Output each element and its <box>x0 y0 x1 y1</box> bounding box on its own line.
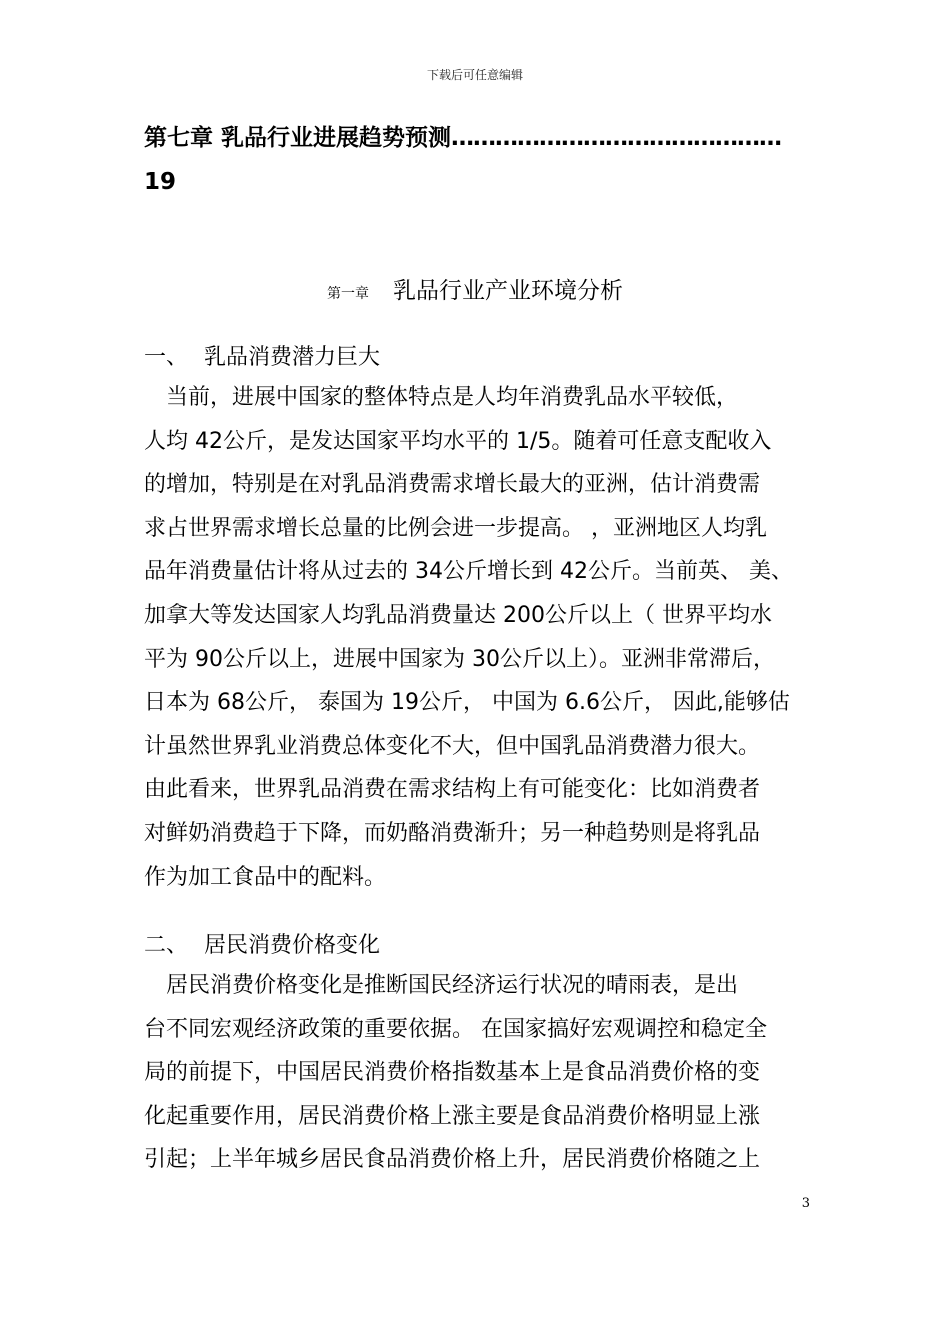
toc-leader-dots: ……………………………………… <box>451 125 782 151</box>
paragraph-line: 的增加，特别是在对乳品消费需求增长最大的亚洲，估计消费需 <box>144 472 761 498</box>
paragraph-line: 求占世界需求增长总量的比例会进一步提高。 ，亚洲地区人均乳 <box>144 515 767 541</box>
chapter-heading <box>0 272 950 305</box>
paragraph-line: 作为加工食品中的配料。 <box>144 864 387 890</box>
section-title: 乳品消费潜力巨大 <box>204 345 381 370</box>
chapter-title: 乳品行业产业环境分析 <box>393 278 623 304</box>
toc-entry <box>144 116 808 204</box>
paragraph-line: 品年消费量估计将从过去的 34公斤增长到 42公斤。当前英、 美、 <box>144 559 793 585</box>
section-heading <box>144 340 380 371</box>
paragraph-line: 化起重要作用，居民消费价格上涨主要是食品消费价格明显上涨 <box>144 1103 761 1129</box>
chapter-label: 第一章 <box>327 286 369 302</box>
section-heading <box>144 928 380 959</box>
paragraph-line: 当前，进展中国家的整体特点是人均年消费乳品水平较低， <box>144 385 739 410</box>
paragraph-line: 居民消费价格变化是推断国民经济运行状况的晴雨表，是出 <box>144 973 739 998</box>
section-paragraph <box>144 376 808 899</box>
paragraph-line: 对鲜奶消费趋于下降，而奶酪消费渐升；另一种趋势则是将乳品 <box>144 820 761 846</box>
section-paragraph <box>144 964 808 1182</box>
section-number: 二、 <box>144 933 189 958</box>
paragraph-line: 人均 42公斤，是发达国家平均水平的 1/5。随着可任意支配收入 <box>144 428 772 454</box>
paragraph-line: 加拿大等发达国家人均乳品消费量达 200公斤以上（ 世界平均水 <box>144 602 772 628</box>
section-number: 一、 <box>144 345 189 370</box>
paragraph-line: 日本为 68公斤， 泰国为 19公斤， 中国为 6.6公斤， 因此,能够估 <box>144 690 790 716</box>
toc-page-number: 19 <box>144 169 177 195</box>
paragraph-line: 由此看来，世界乳品消费在需求结构上有可能变化：比如消费者 <box>144 777 761 803</box>
section-title: 居民消费价格变化 <box>204 933 381 958</box>
page-header-note: 下载后可任意编辑 <box>426 68 523 82</box>
paragraph-line: 引起；上半年城乡居民食品消费价格上升，居民消费价格随之上 <box>144 1147 761 1173</box>
toc-entry-title: 第七章 乳品行业进展趋势预测 <box>144 125 452 151</box>
page-number: 3 <box>801 1196 810 1211</box>
paragraph-line: 台不同宏观经济政策的重要依据。 在国家搞好宏观调控和稳定全 <box>144 1016 767 1042</box>
paragraph-line: 计虽然世界乳业消费总体变化不大，但中国乳品消费潜力很大。 <box>144 733 761 759</box>
paragraph-line: 局的前提下，中国居民消费价格指数基本上是食品消费价格的变 <box>144 1060 761 1086</box>
paragraph-line: 平为 90公斤以上，进展中国家为 30公斤以上）。亚洲非常滞后， <box>144 646 775 672</box>
